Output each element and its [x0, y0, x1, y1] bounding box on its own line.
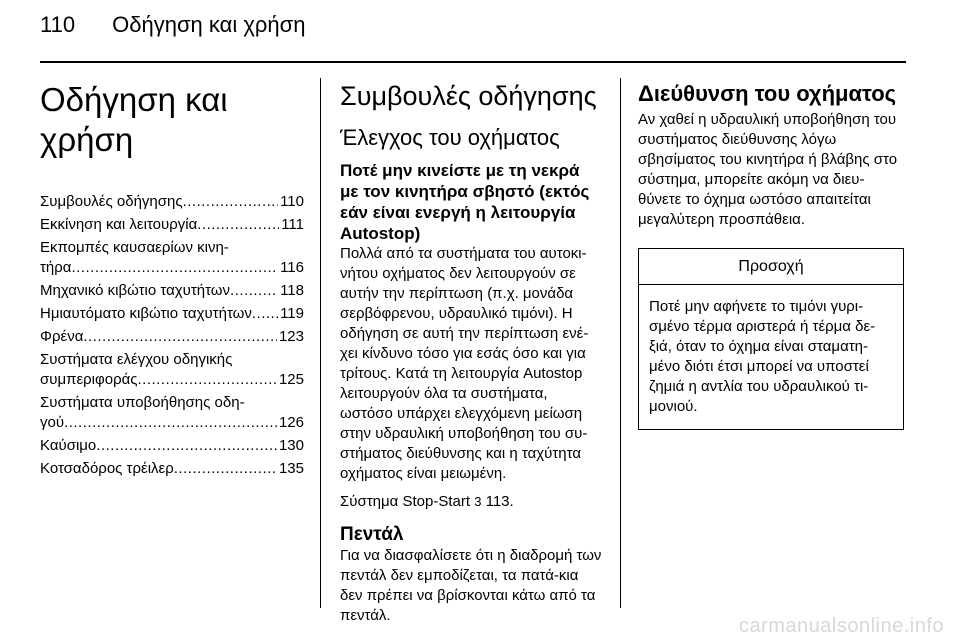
table-of-contents — [40, 192, 304, 479]
pedals-text: Για να διασφαλίσετε ότι η διαδρομή των πεντάλ δεν εμποδίζεται, τα πατά-κια δεν πρέπει να βρίσκονται κάτω από τα πεντάλ. — [340, 547, 602, 624]
toc-entry[interactable]: Φρένα ..... 123 — [40, 327, 304, 347]
toc-entry[interactable]: Εκπομπές καυσαερίων κινη- τήρα ..... 116 — [40, 238, 304, 278]
header-rule — [40, 61, 906, 63]
running-title: Οδήγηση και χρήση — [112, 12, 306, 37]
chapter-column — [40, 80, 304, 482]
reference-arrow-icon: 3 — [474, 494, 482, 509]
column-divider — [620, 78, 621, 608]
page-number: 110 — [40, 12, 76, 37]
subsection-title: Έλεγχος του οχήματος — [340, 125, 560, 150]
steering-column — [638, 80, 906, 430]
toc-entry[interactable]: Συστήματα υποβοήθησης οδη- γού ..... 126 — [40, 393, 304, 433]
chapter-title: Οδήγηση και χρήση — [40, 81, 228, 158]
toc-entry[interactable]: Μηχανικό κιβώτιο ταχυτήτων ..... 118 — [40, 281, 304, 301]
toc-entry[interactable]: Εκκίνηση και λειτουργία ..... 111 — [40, 215, 304, 235]
caution-text: Ποτέ μην αφήνετε το τιμόνι γυρι-σμένο τέρμα αριστερά ή τέρμα δε-ξιά, όταν το όχημα είναι σταματη-μένο διότι έτσι μπορεί να υποστεί ζημιά η αντλία του υδραυλικού τι-μονιού. — [649, 298, 876, 415]
caution-box — [638, 248, 904, 430]
steering-text: Αν χαθεί η υδραυλική υποβοήθηση του συστήματος διεύθυνσης λόγω σβησίματος του κινητήρα ή βλάβης στο σύστημα, μπορείτε ακόμη να διευ-θύνετε το όχημα ωστόσο απαιτείται μεγαλύτερη προσπάθεια. — [638, 111, 898, 228]
caution-title: Προσοχή — [639, 249, 903, 285]
page-header — [40, 12, 305, 38]
watermark: carmanualsonline.info — [738, 615, 944, 637]
warning-text: Πολλά από τα συστήματα του αυτοκι-νήτου οχήματος δεν λειτουργούν σε αυτήν την περίπτωση (π.χ. μονάδα σερβόφρενου, υδραυλικό τιμόνι). Η οδήγηση σε αυτή την περίπτωση ενέ-χει κίνδυνο τόσο για εσάς όσο και για τρίτους. Κατά τη λειτουργία Autostop λειτουργούν όλα τα συστήματα, ωστόσο υπάρχει ελεγχόμενη μείωση στην υδραυλική υποβοήθηση του συ-στήματος διεύθυνσης και η ταχύτητα οχήματος είναι μειωμένη. — [340, 245, 589, 482]
toc-entry[interactable]: Συστήματα ελέγχου οδηγικής συμπεριφοράς ..... 125 — [40, 350, 304, 390]
toc-entry[interactable]: Ημιαυτόματο κιβώτιο ταχυτήτων ..... 119 — [40, 304, 304, 324]
toc-entry[interactable]: Συμβουλές οδήγησης ..... 110 — [40, 192, 304, 212]
warning-heading: Ποτέ μην κινείστε με τη νεκρά με τον κινητήρα σβηστό (εκτός εάν είναι ενεργή η λειτουργία Autostop) — [340, 161, 590, 243]
column-divider — [320, 78, 321, 608]
pedals-heading: Πεντάλ — [340, 524, 404, 545]
reference-link[interactable]: 113. — [485, 493, 514, 510]
steering-heading: Διεύθυνση του οχήματος — [638, 81, 897, 106]
driving-tips-column — [340, 80, 602, 626]
section-title: Συμβουλές οδήγησης — [340, 81, 597, 111]
toc-entry[interactable]: Κοτσαδόρος τρέιλερ ..... 135 — [40, 459, 304, 479]
stop-start-reference: Σύστημα Stop-Start 3 113. — [340, 493, 514, 510]
toc-entry[interactable]: Καύσιμο ..... 130 — [40, 436, 304, 456]
